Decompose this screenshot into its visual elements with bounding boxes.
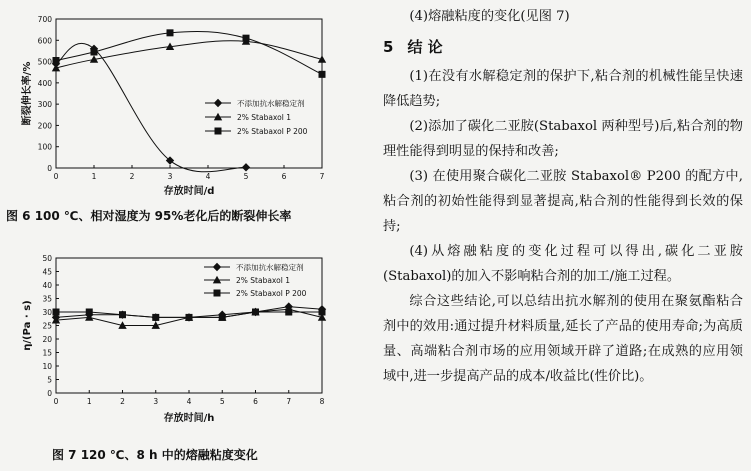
- data-point-square: [152, 314, 159, 321]
- y-axis-label: 断裂伸长率/%: [22, 61, 33, 126]
- figure-6-chart: [0, 2, 372, 202]
- legend-label: 2% Stabaxol P 200: [236, 289, 307, 298]
- x-tick-label: 8: [319, 397, 325, 406]
- y-tick-label: 100: [37, 142, 52, 152]
- section-heading: [383, 35, 743, 60]
- y-tick-label: 5: [47, 375, 52, 385]
- data-point-square: [243, 35, 250, 42]
- x-axis-label: 存放时间/d: [163, 186, 215, 197]
- y-tick-label: 0: [47, 389, 52, 398]
- data-point-square: [219, 314, 226, 321]
- x-tick-label: 6: [281, 172, 287, 181]
- x-tick-label: 3: [167, 172, 173, 181]
- plot-frame: [56, 19, 322, 168]
- x-tick-label: 1: [91, 172, 97, 181]
- conclusion-4: (4)从熔融粘度的变化过程可以得出,碳化二亚胺(Stabaxol)的加入不影响粘合剂的加工/施工过程。: [383, 244, 743, 284]
- data-point-square: [91, 48, 98, 55]
- conclusion-2: (2)添加了碳化二亚胺(Stabaxol 两种型号)后,粘合剂的物理性能得到明显的保持和改善;: [383, 119, 743, 159]
- x-tick-label: 6: [253, 397, 258, 406]
- legend-marker-diamond: [213, 263, 221, 271]
- x-axis-label: 存放时间/h: [163, 413, 215, 424]
- data-point-square: [252, 309, 259, 316]
- summary-paragraph: 综合这些结论,可以总结出抗水解剂的使用在聚氨酯粘合剂中的效用:通过提升材料质量,延长了产品的使用寿命;为高质量、高端粘合剂市场的应用领域开辟了道路;在成熟的应用领域中,进一步提高产品的成本/收益比(性价比)。: [383, 294, 743, 384]
- y-tick-label: 300: [37, 100, 52, 110]
- figure-6-caption: 图 6 100 ℃、相对湿度为 95%老化后的断裂伸长率: [6, 209, 292, 223]
- x-tick-label: 0: [53, 172, 59, 181]
- y-tick-label: 50: [42, 254, 52, 263]
- x-tick-label: 0: [53, 397, 59, 406]
- x-tick-label: 2: [129, 172, 135, 181]
- legend-label: 不添加抗水解稳定剂: [236, 263, 304, 272]
- y-tick-label: 700: [37, 15, 52, 24]
- section-title: 结 论: [407, 38, 443, 56]
- y-tick-label: 10: [42, 362, 52, 371]
- data-point-square: [86, 309, 93, 316]
- y-tick-label: 0: [47, 164, 52, 173]
- data-point-square: [319, 309, 326, 316]
- legend-label: 2% Stabaxol P 200: [237, 127, 308, 136]
- x-tick-label: 5: [243, 172, 249, 181]
- legend-marker-square: [214, 290, 221, 297]
- figure-7-chart: [0, 244, 372, 439]
- y-tick-label: 400: [37, 78, 52, 88]
- text-column: [383, 4, 743, 389]
- data-point-square: [186, 314, 193, 321]
- y-tick-label: 15: [42, 348, 52, 358]
- legend-marker-diamond: [214, 99, 222, 107]
- data-point-square: [285, 309, 292, 316]
- y-tick-label: 500: [37, 57, 52, 67]
- y-tick-label: 40: [42, 281, 52, 290]
- y-axis-label: η/(Pa · s): [22, 300, 33, 351]
- x-tick-label: 7: [319, 172, 325, 181]
- x-tick-label: 4: [186, 397, 192, 406]
- y-tick-label: 200: [37, 121, 52, 131]
- data-point-square: [53, 309, 60, 316]
- data-point-square: [319, 71, 326, 78]
- conclusion-1: (1)在没有水解稳定剂的保护下,粘合剂的机械性能呈快速降低趋势;: [383, 69, 743, 109]
- y-tick-label: 30: [42, 308, 52, 317]
- data-point-square: [53, 57, 60, 64]
- legend-label: 不添加抗水解稳定剂: [237, 99, 305, 108]
- figure-7-caption: 图 7 120 ℃、8 h 中的熔融粘度变化: [52, 448, 258, 462]
- data-point-square: [167, 29, 174, 36]
- series-line-0: [56, 43, 246, 171]
- x-tick-label: 2: [120, 397, 125, 406]
- x-tick-label: 1: [86, 397, 92, 406]
- y-tick-label: 45: [42, 267, 52, 277]
- x-tick-label: 7: [286, 397, 292, 406]
- x-tick-label: 3: [153, 397, 159, 406]
- data-point-diamond: [242, 163, 250, 171]
- y-tick-label: 600: [37, 36, 52, 46]
- x-tick-label: 4: [205, 172, 211, 181]
- y-tick-label: 35: [42, 294, 52, 304]
- intro-line: (4)熔融粘度的变化(见图 7): [409, 9, 570, 24]
- data-point-square: [119, 311, 126, 318]
- y-tick-label: 20: [42, 335, 52, 344]
- conclusion-3: (3) 在使用聚合碳化二亚胺 Stabaxol® P200 的配方中,粘合剂的初始性能得到显著提高,粘合剂的性能得到长效的保持;: [383, 169, 743, 234]
- legend-label: 2% Stabaxol 1: [236, 276, 290, 285]
- legend-marker-square: [215, 128, 222, 135]
- x-tick-label: 5: [219, 397, 225, 406]
- y-tick-label: 25: [42, 321, 52, 331]
- section-number: 5: [383, 38, 394, 56]
- legend-label: 2% Stabaxol 1: [237, 113, 291, 122]
